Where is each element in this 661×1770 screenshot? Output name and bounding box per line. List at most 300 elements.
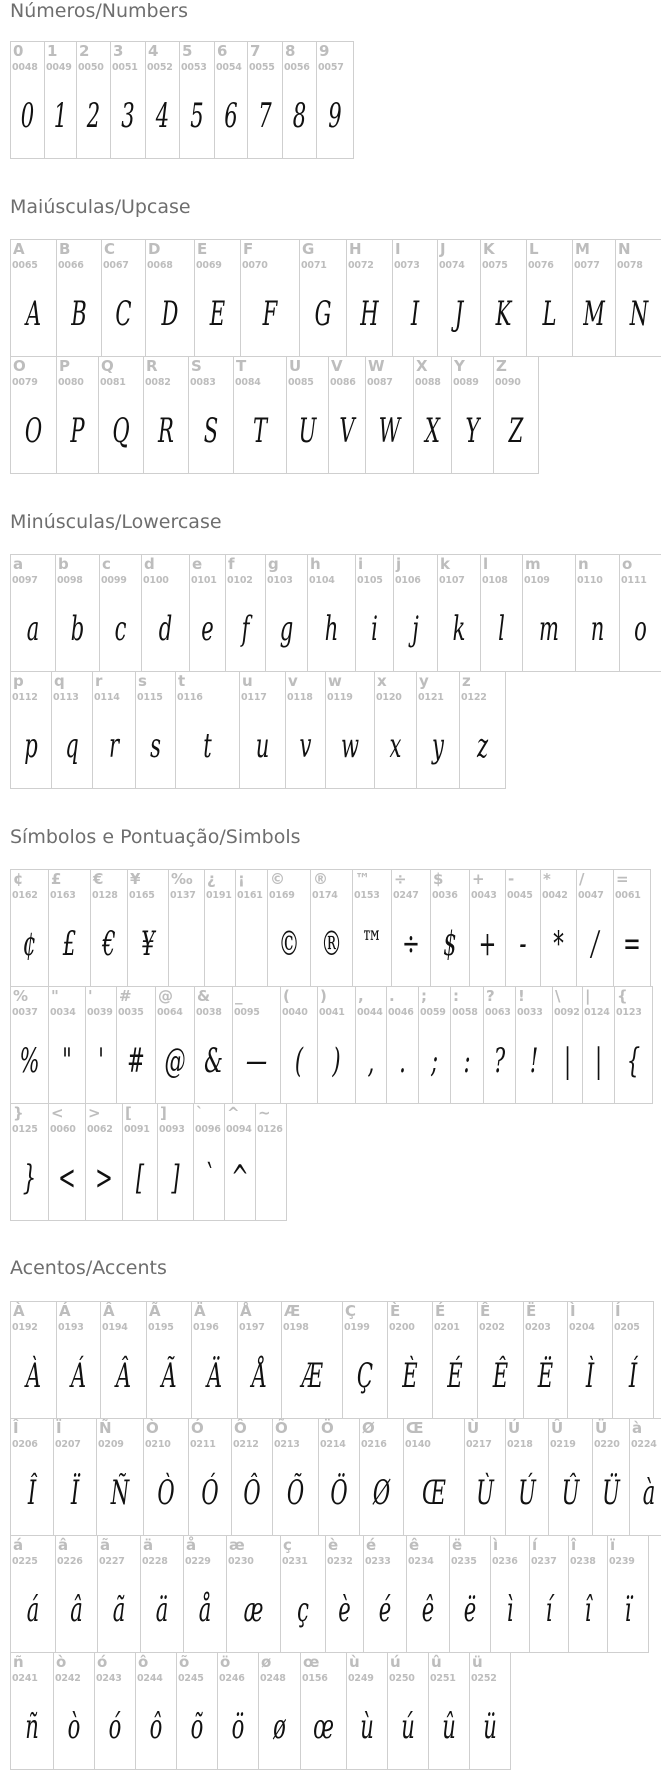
glyph-code-label: 0087 — [367, 377, 393, 388]
glyph-char-label: _ — [235, 987, 243, 1005]
glyph-sample: $ — [443, 924, 457, 964]
glyph-code-label: 0033 — [517, 1007, 543, 1018]
glyph-code-label: 0219 — [550, 1439, 576, 1450]
glyph-cell — [237, 1301, 282, 1419]
glyph-code-label: 0068 — [147, 260, 173, 271]
glyph-sample: C — [115, 294, 132, 334]
glyph-cell — [285, 671, 326, 789]
glyph-cell — [226, 1535, 281, 1653]
glyph-cell — [51, 671, 93, 789]
glyph-code-label: 0098 — [57, 575, 83, 586]
glyph-char-label: É — [435, 1302, 446, 1320]
glyph-code-label: 0054 — [216, 62, 242, 73]
glyph-sample: ë — [463, 1590, 477, 1630]
glyph-cell — [191, 1301, 238, 1419]
glyph-sample: Ò — [157, 1473, 175, 1513]
glyph-char-label: Ì — [570, 1302, 576, 1320]
glyph-sample: ' — [98, 1041, 104, 1081]
glyph-row — [10, 1418, 661, 1536]
glyph-sample: ÷ — [402, 924, 420, 964]
glyph-sample: Â — [115, 1356, 132, 1396]
glyph-cell — [359, 1418, 404, 1536]
glyph-code-label: 0252 — [471, 1673, 497, 1684]
glyph-cell — [10, 1301, 57, 1419]
glyph-cell — [529, 1535, 569, 1653]
glyph-cell — [387, 1652, 429, 1770]
glyph-cell — [490, 1535, 530, 1653]
glyph-cell — [94, 1652, 136, 1770]
glyph-code-label: 0203 — [525, 1322, 551, 1333]
glyph-sample: À — [25, 1356, 42, 1396]
glyph-sample: ø — [273, 1707, 286, 1747]
glyph-sample: W — [378, 411, 401, 451]
glyph-char-label: ë — [452, 1536, 463, 1554]
glyph-cell — [523, 1301, 568, 1419]
glyph-char-label: I — [395, 240, 401, 258]
glyph-code-label: 0161 — [237, 890, 263, 901]
glyph-sample: U — [298, 411, 317, 451]
glyph-char-label: U — [289, 357, 302, 375]
glyph-cell — [614, 986, 653, 1104]
glyph-sample: © — [278, 924, 300, 964]
glyph-char-label: n — [578, 555, 589, 573]
glyph-code-label: 0115 — [137, 692, 163, 703]
glyph-code-label: 0099 — [101, 575, 127, 586]
glyph-code-label: 0165 — [129, 890, 155, 901]
glyph-cell — [92, 671, 136, 789]
glyph-char-label: Ü — [595, 1419, 608, 1437]
glyph-cell — [619, 554, 661, 672]
glyph-code-label: 0230 — [228, 1556, 254, 1567]
glyph-char-label: Ö — [321, 1419, 334, 1437]
glyph-char-label: B — [59, 240, 71, 258]
glyph-code-label: 0117 — [241, 692, 267, 703]
glyph-char-label: Õ — [275, 1419, 288, 1437]
glyph-char-label: d — [144, 555, 155, 573]
glyph-char-label: Ú — [508, 1419, 521, 1437]
glyph-code-label: 0156 — [302, 1673, 328, 1684]
glyph-code-label: 0201 — [434, 1322, 460, 1333]
glyph-sample: € — [102, 924, 116, 964]
glyph-code-label: 0057 — [318, 62, 344, 73]
glyph-cell — [247, 41, 283, 159]
glyph-char-label: | — [585, 987, 591, 1005]
glyph-cell — [483, 986, 516, 1104]
glyph-sample: j — [412, 609, 419, 649]
glyph-char-label: Q — [101, 357, 114, 375]
glyph-sample: Ú — [518, 1473, 536, 1513]
glyph-code-label: 0244 — [137, 1673, 163, 1684]
glyph-sample: / — [591, 924, 599, 964]
glyph-sample: ö — [231, 1707, 245, 1747]
glyph-char-label: ç — [283, 1536, 292, 1554]
glyph-char-label: ö — [220, 1653, 231, 1671]
glyph-code-label: 0216 — [361, 1439, 387, 1450]
glyph-code-label: 0196 — [193, 1322, 219, 1333]
glyph-code-label: 0077 — [574, 260, 600, 271]
glyph-sample: Á — [70, 1356, 87, 1396]
glyph-char-label: œ — [303, 1653, 320, 1671]
glyph-code-label: 0243 — [96, 1673, 122, 1684]
glyph-sample: J — [454, 294, 464, 334]
glyph-code-label: 0191 — [206, 890, 232, 901]
glyph-code-label: 0120 — [376, 692, 402, 703]
glyph-char-label: 4 — [148, 42, 159, 60]
glyph-code-label: 0140 — [405, 1439, 431, 1450]
glyph-cell — [567, 1301, 613, 1419]
glyph-cell — [480, 239, 527, 357]
glyph-char-label: k — [440, 555, 450, 573]
glyph-cell — [233, 356, 287, 474]
glyph-code-label: 0034 — [50, 1007, 76, 1018]
glyph-code-label: 0217 — [466, 1439, 492, 1450]
glyph-cell — [214, 41, 248, 159]
glyph-sample: Ø — [372, 1473, 391, 1513]
glyph-code-label: 0044 — [357, 1007, 383, 1018]
glyph-cell — [168, 869, 205, 987]
glyph-code-label: 0086 — [330, 377, 356, 388]
glyph-char-label: © — [270, 870, 285, 888]
glyph-sample: Ä — [206, 1356, 223, 1396]
glyph-code-label: 0072 — [348, 260, 374, 271]
glyph-cell — [10, 1652, 54, 1770]
glyph-sample: w — [340, 726, 360, 766]
glyph-char-label: Î — [13, 1419, 19, 1437]
glyph-cell — [416, 671, 460, 789]
glyph-sample: < — [58, 1158, 76, 1198]
glyph-char-label: X — [416, 357, 428, 375]
glyph-code-label: 0079 — [12, 377, 38, 388]
glyph-code-label: 0048 — [12, 62, 38, 73]
glyph-char-label: { — [617, 987, 628, 1005]
glyph-char-label: Ã — [149, 1302, 161, 1320]
glyph-code-label: 0233 — [365, 1556, 391, 1567]
glyph-char-label: ¢ — [13, 870, 24, 888]
glyph-row — [10, 554, 661, 672]
glyph-char-label: , — [358, 987, 364, 1005]
glyph-cell — [300, 1652, 347, 1770]
glyph-sample: Æ — [301, 1356, 323, 1396]
glyph-cell — [135, 1652, 177, 1770]
glyph-cell — [56, 1301, 101, 1419]
glyph-sample: o — [634, 609, 647, 649]
glyph-code-label: 0226 — [57, 1556, 83, 1567]
glyph-char-label: ¥ — [130, 870, 141, 888]
glyph-code-label: 0198 — [283, 1322, 309, 1333]
glyph-char-label: D — [148, 240, 161, 258]
glyph-cell — [505, 869, 541, 987]
glyph-sample: = — [623, 924, 641, 964]
glyph-char-label: + — [472, 870, 485, 888]
glyph-sample: F — [262, 294, 278, 334]
glyph-cell — [225, 554, 266, 672]
glyph-cell — [437, 554, 481, 672]
glyph-code-label: 0066 — [58, 260, 84, 271]
glyph-char-label: £ — [51, 870, 62, 888]
glyph-char-label: T — [236, 357, 247, 375]
glyph-sample: Ù — [476, 1473, 494, 1513]
glyph-char-label: ú — [390, 1653, 401, 1671]
glyph-sample: V — [339, 411, 355, 451]
glyph-cell — [143, 356, 189, 474]
glyph-code-label: 0107 — [439, 575, 465, 586]
glyph-sample: y — [432, 726, 444, 766]
glyph-cell — [55, 554, 100, 672]
glyph-code-label: 0038 — [196, 1007, 222, 1018]
glyph-code-label: 0246 — [219, 1673, 245, 1684]
glyph-code-label: 0251 — [430, 1673, 456, 1684]
glyph-cell — [10, 671, 52, 789]
glyph-cell — [418, 986, 451, 1104]
glyph-code-label: 0124 — [584, 1007, 610, 1018]
glyph-code-label: 0085 — [288, 377, 314, 388]
glyph-cell — [432, 1301, 478, 1419]
glyph-sample: , — [367, 1041, 375, 1081]
glyph-sample: . — [399, 1041, 406, 1081]
glyph-cell — [239, 671, 286, 789]
glyph-cell — [392, 239, 438, 357]
glyph-sample: ä — [155, 1590, 169, 1630]
glyph-sample: Õ — [286, 1473, 305, 1513]
glyph-sample: á — [26, 1590, 40, 1630]
glyph-code-label: 0095 — [234, 1007, 260, 1018]
glyph-sample: à — [642, 1473, 656, 1513]
glyph-cell — [374, 671, 417, 789]
glyph-cell — [325, 671, 375, 789]
glyph-sample: 6 — [224, 96, 238, 136]
glyph-sample: 4 — [155, 96, 170, 136]
glyph-char-label: ` — [196, 1104, 204, 1122]
glyph-cell — [582, 986, 615, 1104]
glyph-char-label: Ó — [191, 1419, 204, 1437]
glyph-char-label: Û — [551, 1419, 564, 1437]
glyph-cell — [176, 1652, 218, 1770]
glyph-char-label: á — [13, 1536, 24, 1554]
glyph-char-label: 2 — [79, 42, 90, 60]
glyph-sample: d — [158, 609, 173, 649]
glyph-code-label: 0059 — [420, 1007, 446, 1018]
glyph-char-label: S — [191, 357, 202, 375]
glyph-cell — [413, 356, 452, 474]
glyph-code-label: 0096 — [195, 1124, 221, 1135]
glyph-code-label: 0061 — [615, 890, 641, 901]
glyph-char-label: ^ — [227, 1104, 240, 1122]
glyph-sample: P — [70, 411, 85, 451]
glyph-row — [10, 869, 650, 987]
glyph-char-label: P — [59, 357, 70, 375]
glyph-code-label: 0106 — [395, 575, 421, 586]
glyph-sample: ñ — [25, 1707, 39, 1747]
glyph-char-label: m — [525, 555, 541, 573]
glyph-code-label: 0039 — [87, 1007, 113, 1018]
glyph-code-label: 0162 — [12, 890, 38, 901]
glyph-cell — [352, 869, 392, 987]
glyph-sample: 2 — [86, 96, 101, 136]
glyph-char-label: 0 — [13, 42, 24, 60]
glyph-cell — [629, 1418, 661, 1536]
glyph-cell — [194, 986, 233, 1104]
glyph-sample: r — [108, 726, 120, 766]
glyph-cell — [240, 239, 300, 357]
glyph-char-label: c — [102, 555, 111, 573]
glyph-char-label: y — [419, 672, 429, 690]
glyph-sample: æ — [243, 1590, 264, 1630]
glyph-code-label: 0071 — [301, 260, 327, 271]
glyph-sample: ê — [421, 1590, 435, 1630]
glyph-cell — [505, 1418, 549, 1536]
glyph-code-label: 0046 — [388, 1007, 414, 1018]
glyph-cell — [258, 1652, 301, 1770]
glyph-code-label: 0102 — [227, 575, 253, 586]
glyph-cell — [391, 869, 431, 987]
glyph-sample — [211, 914, 230, 974]
glyph-char-label: W — [368, 357, 385, 375]
glyph-sample: ù — [360, 1707, 374, 1747]
glyph-code-label: 0239 — [609, 1556, 635, 1567]
glyph-char-label: æ — [229, 1536, 245, 1554]
glyph-code-label: 0110 — [577, 575, 603, 586]
glyph-sample: ^ — [231, 1158, 249, 1198]
glyph-cell — [101, 239, 146, 357]
glyph-cell — [469, 869, 506, 987]
glyph-cell — [127, 869, 169, 987]
glyph-row — [10, 986, 652, 1104]
glyph-code-label: 0100 — [143, 575, 169, 586]
glyph-code-label: 0137 — [170, 890, 196, 901]
glyph-code-label: 0220 — [594, 1439, 620, 1450]
glyph-cell — [355, 554, 394, 672]
glyph-code-label: 0199 — [344, 1322, 370, 1333]
glyph-cell — [325, 1535, 364, 1653]
glyph-char-label: h — [310, 555, 321, 573]
glyph-cell — [97, 1535, 141, 1653]
glyph-sample: Ë — [537, 1356, 554, 1396]
glyph-code-label: 0084 — [235, 377, 261, 388]
glyph-sample: è — [338, 1590, 351, 1630]
glyph-cell — [231, 1418, 273, 1536]
glyph-sample: ` — [203, 1158, 215, 1198]
glyph-cell — [515, 986, 553, 1104]
glyph-cell — [615, 239, 661, 357]
glyph-code-label: 0250 — [389, 1673, 415, 1684]
glyph-char-label: a — [13, 555, 24, 573]
glyph-sample: v — [299, 726, 312, 766]
glyph-code-label: 0195 — [148, 1322, 174, 1333]
glyph-cell — [194, 239, 241, 357]
glyph-row — [10, 41, 353, 159]
glyph-sample: g — [279, 609, 294, 649]
glyph-cell — [175, 671, 240, 789]
glyph-cell — [232, 986, 281, 1104]
glyph-char-label: z — [462, 672, 471, 690]
glyph-char-label: ' — [88, 987, 93, 1005]
glyph-cell — [145, 41, 180, 159]
glyph-sample: ® — [320, 924, 343, 964]
glyph-char-label: â — [58, 1536, 69, 1554]
glyph-code-label: 0069 — [196, 260, 222, 271]
glyph-sample: 9 — [328, 96, 342, 136]
glyph-char-label: ï — [610, 1536, 616, 1554]
glyph-code-label: 0041 — [319, 1007, 345, 1018]
glyph-cell — [179, 41, 215, 159]
glyph-code-label: 0076 — [528, 260, 554, 271]
glyph-cell — [307, 554, 356, 672]
glyph-code-label: 0225 — [12, 1556, 38, 1567]
glyph-sample: Ê — [492, 1356, 509, 1396]
glyph-code-label: 0097 — [12, 575, 38, 586]
glyph-code-label: 0125 — [12, 1124, 38, 1135]
glyph-code-label: 0101 — [191, 575, 217, 586]
glyph-code-label: 0212 — [233, 1439, 259, 1450]
glyph-cell — [96, 1418, 144, 1536]
glyph-char-label: . — [389, 987, 395, 1005]
glyph-cell — [450, 986, 484, 1104]
glyph-char-label: [ — [125, 1104, 132, 1122]
glyph-sample: Ã — [161, 1356, 177, 1396]
glyph-sample: Ô — [243, 1473, 261, 1513]
glyph-char-label: 5 — [182, 42, 193, 60]
glyph-row — [10, 1535, 648, 1653]
glyph-sample: 0 — [20, 96, 35, 136]
glyph-cell — [53, 1418, 97, 1536]
glyph-char-label: í — [532, 1536, 538, 1554]
glyph-sample — [262, 1148, 281, 1208]
glyph-cell — [355, 986, 387, 1104]
glyph-cell — [99, 554, 142, 672]
glyph-code-label: 0232 — [327, 1556, 353, 1567]
glyph-char-label: j — [396, 555, 402, 573]
glyph-char-label: à — [632, 1419, 643, 1437]
glyph-code-label: 0051 — [112, 62, 138, 73]
glyph-char-label: V — [331, 357, 343, 375]
glyph-cell — [224, 1103, 256, 1221]
glyph-char-label: M — [575, 240, 590, 258]
glyph-cell — [10, 1535, 56, 1653]
glyph-char-label: H — [349, 240, 362, 258]
glyph-sample: I — [410, 294, 420, 334]
glyph-cell — [90, 869, 128, 987]
glyph-sample: [ — [135, 1158, 145, 1198]
glyph-cell — [10, 356, 57, 474]
glyph-sample: % — [19, 1041, 40, 1081]
glyph-char-label: l — [483, 555, 489, 573]
glyph-code-label: 0224 — [631, 1439, 657, 1450]
glyph-sample: x — [389, 726, 402, 766]
glyph-code-label: 0234 — [408, 1556, 434, 1567]
section-title: Maiúsculas/Upcase — [10, 196, 191, 218]
glyph-char-label: f — [228, 555, 235, 573]
glyph-code-label: 0105 — [357, 575, 383, 586]
glyph-sample: Û — [561, 1473, 580, 1513]
section-title: Símbolos e Pontuação/Simbols — [10, 826, 301, 848]
glyph-sample: c — [114, 609, 127, 649]
glyph-char-label: é — [366, 1536, 377, 1554]
glyph-cell — [56, 239, 102, 357]
glyph-char-label: Á — [59, 1302, 71, 1320]
glyph-cell — [204, 869, 236, 987]
glyph-char-label: } — [13, 1104, 24, 1122]
glyph-code-label: 0204 — [569, 1322, 595, 1333]
glyph-cell — [526, 239, 573, 357]
glyph-char-label: Ñ — [99, 1419, 112, 1437]
glyph-sample: Ç — [356, 1356, 374, 1396]
glyph-char-label: ™ — [355, 870, 370, 888]
glyph-code-label: 0067 — [103, 260, 129, 271]
glyph-char-label: ò — [56, 1653, 67, 1671]
glyph-code-label: 0118 — [287, 692, 313, 703]
glyph-sample: } — [22, 1158, 37, 1198]
glyph-code-label: 0241 — [12, 1673, 38, 1684]
